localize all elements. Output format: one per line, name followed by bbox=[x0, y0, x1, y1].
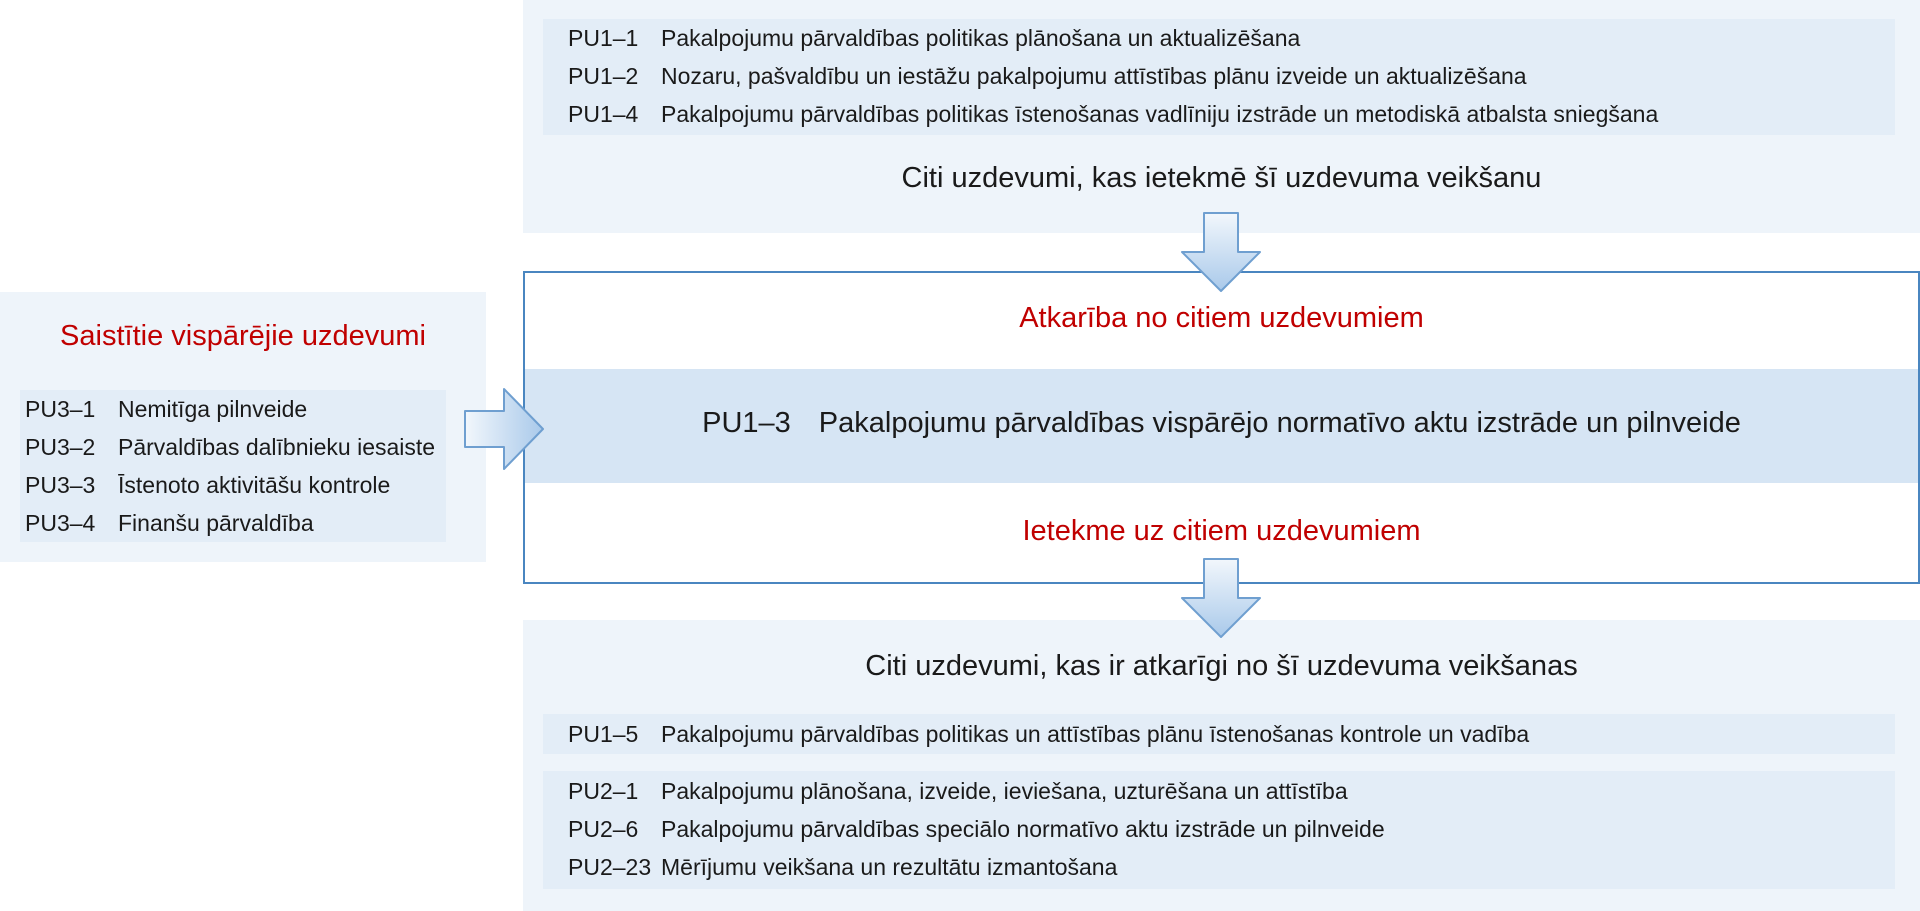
dependency-label: Atkarība no citiem uzdevumiem bbox=[1019, 302, 1424, 334]
task-code: PU1–5 bbox=[568, 721, 639, 747]
list-item bbox=[20, 428, 446, 466]
related-tasks-title: Saistītie vispārējie uzdevumi bbox=[60, 320, 426, 352]
task-code: PU3–2 bbox=[25, 434, 96, 460]
list-item bbox=[543, 57, 1895, 95]
task-code: PU3–3 bbox=[25, 472, 96, 498]
downstream-caption: Citi uzdevumi, kas ir atkarīgi no šī uzdevuma veikšanas bbox=[865, 650, 1578, 682]
task-text: Pakalpojumu pārvaldības politikas un attīstības plānu īstenošanas kontrole un vadība bbox=[661, 721, 1530, 747]
task-code: PU2–23 bbox=[568, 854, 652, 880]
task-text: Nozaru, pašvaldību un iestāžu pakalpojumu attīstības plānu izveide un aktualizēšana bbox=[661, 63, 1527, 89]
downstream-group-1 bbox=[543, 714, 1895, 754]
central-task-frame bbox=[523, 271, 1920, 584]
task-text: Finanšu pārvaldība bbox=[118, 510, 314, 536]
task-text: Pārvaldības dalībnieku iesaiste bbox=[118, 434, 436, 460]
upstream-tasks-panel bbox=[523, 0, 1920, 233]
task-text: Nemitīga pilnveide bbox=[118, 396, 308, 422]
list-item bbox=[543, 772, 1895, 810]
list-item bbox=[543, 715, 1895, 753]
arrow-down-icon bbox=[1180, 212, 1262, 292]
list-item bbox=[20, 390, 446, 428]
central-task-text: Pakalpojumu pārvaldības vispārējo normatīvo aktu izstrāde un pilnveide bbox=[818, 407, 1741, 439]
related-general-tasks-panel bbox=[0, 292, 486, 562]
task-code: PU3–4 bbox=[25, 510, 96, 536]
task-text: Pakalpojumu pārvaldības speciālo normatīvo aktu izstrāde un pilnveide bbox=[661, 816, 1385, 842]
task-text: Īstenoto aktivitāšu kontrole bbox=[118, 472, 391, 498]
central-task bbox=[525, 407, 1918, 440]
task-text: Mērījumu veikšana un rezultātu izmantošana bbox=[661, 854, 1118, 880]
arrow-right-icon bbox=[464, 388, 546, 470]
task-code: PU1–4 bbox=[568, 101, 639, 127]
central-task-band bbox=[525, 369, 1918, 483]
list-item bbox=[543, 810, 1895, 848]
upstream-tasks-list bbox=[543, 19, 1895, 135]
arrow-down-icon bbox=[1180, 558, 1262, 638]
central-task-code: PU1–3 bbox=[702, 407, 791, 439]
downstream-tasks-panel bbox=[523, 620, 1920, 911]
task-code: PU1–1 bbox=[568, 25, 639, 51]
task-text: Pakalpojumu pārvaldības politikas plānošana un aktualizēšana bbox=[661, 25, 1301, 51]
task-code: PU3–1 bbox=[25, 396, 96, 422]
list-item bbox=[20, 504, 446, 542]
list-item bbox=[543, 95, 1895, 133]
task-code: PU2–6 bbox=[568, 816, 639, 842]
task-text: Pakalpojumu plānošana, izveide, ieviešana, uzturēšana un attīstība bbox=[661, 778, 1348, 804]
task-code: PU1–2 bbox=[568, 63, 639, 89]
task-code: PU2–1 bbox=[568, 778, 639, 804]
task-text: Pakalpojumu pārvaldības politikas īstenošanas vadlīniju izstrāde un metodiskā atbalsta sniegšana bbox=[661, 101, 1659, 127]
list-item bbox=[20, 466, 446, 504]
upstream-caption: Citi uzdevumi, kas ietekmē šī uzdevuma veikšanu bbox=[901, 162, 1542, 194]
list-item bbox=[543, 848, 1895, 886]
list-item bbox=[543, 19, 1895, 57]
impact-label: Ietekme uz citiem uzdevumiem bbox=[1022, 515, 1421, 547]
related-tasks-list bbox=[20, 390, 446, 542]
downstream-group-2 bbox=[543, 771, 1895, 889]
